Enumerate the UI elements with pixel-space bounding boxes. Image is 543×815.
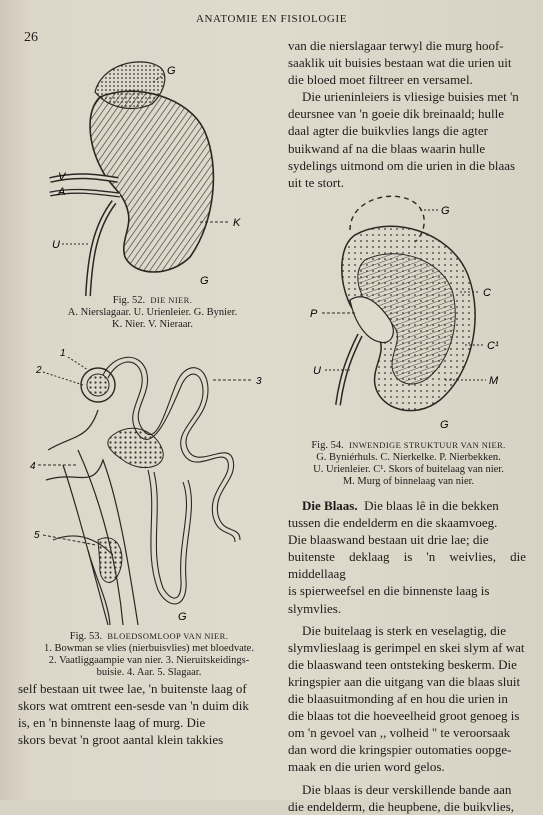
figure-52-legend-line: K. Nier. V. Nieraar. bbox=[112, 319, 193, 330]
kidney-section-illustration bbox=[310, 190, 525, 435]
figure-53-legend-line: buisie. 4. Aar. 5. Slagaar. bbox=[96, 667, 202, 678]
text-line: self bestaan uit twee lae, 'n buitenste laag of bbox=[18, 681, 247, 696]
figure-52-caption bbox=[20, 294, 285, 331]
label-2: 2 bbox=[36, 365, 42, 376]
text-line: buitenste deklaag is 'n weivlies, die middellaag bbox=[288, 549, 526, 582]
figure-52-title: DIE NIER. bbox=[150, 295, 193, 305]
text-line: Die urieninleiers is vliesige buisies met 'n bbox=[302, 89, 519, 105]
figure-52-legend-line: A. Nierslagaar. U. Urienleier. G. Bynier. bbox=[67, 307, 238, 318]
figure-54-legend-line: U. Urienleier. C¹. Skors of buitelaag van nier. bbox=[313, 464, 504, 475]
text-line: buikwand af na die blaas waarin hulle bbox=[288, 140, 486, 156]
label-4: 4 bbox=[30, 461, 36, 472]
text-line: is spierweefsel en die binnenste laag is bbox=[288, 583, 490, 599]
text-line: sydelings uitmond om die urien in die blaas bbox=[288, 157, 516, 173]
label-k: K bbox=[233, 217, 241, 229]
text-line: skors bevat 'n groot aantal klein takkies bbox=[18, 732, 224, 748]
artist-signature: G bbox=[440, 419, 449, 431]
figure-53-number: Fig. 53. bbox=[69, 631, 103, 642]
page-number: 26 bbox=[24, 30, 38, 45]
label-c1: C¹ bbox=[487, 340, 499, 352]
label-1: 1 bbox=[60, 348, 66, 359]
label-u: U bbox=[313, 365, 321, 377]
text-line: die blaas tot die hoeveelheid groot genoeg is bbox=[288, 708, 520, 724]
figure-54-number: Fig. 54. bbox=[311, 440, 344, 451]
figure-53-title: BLOEDSOMLOOP VAN NIER. bbox=[107, 631, 229, 641]
text-line: deursnee van 'n goeie dik breinaald; hulle bbox=[288, 106, 505, 122]
text-line: tussen die endelderm en die skaamvoeg. bbox=[288, 515, 498, 531]
text-line: Die blaas is deur verskillende bande aan bbox=[302, 781, 512, 797]
artist-signature: G bbox=[178, 611, 187, 623]
text-line: is, en 'n binnenste laag of murg. Die bbox=[18, 715, 206, 731]
label-g: G bbox=[167, 65, 176, 77]
figure-52-kidney bbox=[40, 52, 280, 297]
text-line: kringspier aan die uitgang van die blaas sluit bbox=[288, 673, 521, 689]
text-line: maak en die urien word gelos. bbox=[288, 759, 445, 775]
figure-53-legend-line: 1. Bowman se vlies (nierbuisvlies) met bloedvate. bbox=[44, 643, 254, 654]
text-line: Die blaaswand bestaan uit drie lae; die bbox=[288, 532, 489, 548]
label-g: G bbox=[441, 205, 450, 217]
text-line: slymvlieslaag is gerimpel en skei slym af wat bbox=[288, 639, 525, 655]
running-header: ANATOMIE EN FISIOLOGIE bbox=[195, 13, 348, 25]
figure-54-caption bbox=[286, 439, 531, 488]
figure-54-legend-line: G. Byniérhuls. C. Nierkelke. P. Nierbekken. bbox=[316, 452, 501, 463]
left-column-text bbox=[18, 680, 280, 748]
figure-53-legend-line: 2. Vaatliggaampie van nier. 3. Nieruitskeidings- bbox=[48, 655, 250, 666]
label-m: M bbox=[489, 375, 499, 387]
text-line: uit te stort. bbox=[288, 174, 344, 190]
circulation-illustration bbox=[18, 340, 283, 625]
text-line: saaklik uit buisies bestaan wat die urien uit bbox=[288, 55, 512, 71]
label-a: A bbox=[58, 186, 66, 198]
text-line: Die Blaas. Die blaas lê in die bekken bbox=[302, 498, 499, 513]
text-line: die blaaswand teen ontsteking beskerm. Die bbox=[288, 656, 517, 672]
figure-54-legend-line: M. Murg of binnelaag van nier. bbox=[342, 476, 475, 487]
text-line: om 'n gevoel van ,, volheid " te veroorsaak bbox=[288, 725, 511, 741]
text-line: Die buitelaag is sterk en veselagtig, die bbox=[302, 622, 506, 638]
figure-53-caption bbox=[14, 630, 284, 679]
figure-52-number: Fig. 52. bbox=[112, 295, 146, 306]
figure-54-title: INWENDIGE STRUKTUUR VAN NIER. bbox=[348, 440, 506, 450]
label-3: 3 bbox=[256, 376, 262, 387]
right-column-top-text bbox=[288, 37, 526, 191]
kidney-body bbox=[90, 91, 213, 272]
text-line: daal agter die buikvlies langs die agter bbox=[288, 123, 488, 139]
label-p: P bbox=[310, 308, 318, 320]
text-line: van die nierslagaar terwyl die murg hoof- bbox=[288, 38, 504, 53]
text-line: die bloed moet filtreer en versamel. bbox=[288, 72, 473, 88]
artist-signature: G bbox=[200, 275, 209, 287]
text-line: skors wat omtrent een-sesde van 'n duim dik bbox=[18, 698, 249, 714]
label-u: U bbox=[52, 239, 60, 251]
label-c: C bbox=[483, 287, 491, 299]
text-line: die endelderm, die heupbene, die buikvlies, bbox=[288, 798, 514, 814]
text-line: dan word die kringspier outomaties oopge- bbox=[288, 742, 512, 758]
section-heading-blaas: Die Blaas. bbox=[302, 498, 358, 513]
label-5: 5 bbox=[34, 530, 40, 541]
label-v: V bbox=[58, 171, 66, 183]
text-line: die blaasuitmonding af en hou die urien in bbox=[288, 691, 508, 707]
figure-54-kidney-section bbox=[310, 190, 525, 435]
text-line: slymvlies. bbox=[288, 600, 342, 616]
kidney-illustration bbox=[40, 52, 280, 297]
right-column-bottom-text bbox=[288, 497, 526, 815]
figure-53-circulation bbox=[18, 340, 283, 625]
